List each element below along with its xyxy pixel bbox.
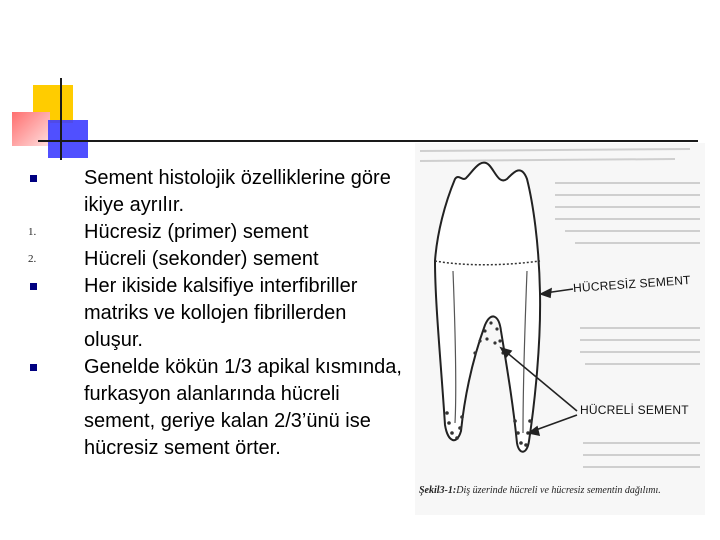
list-item — [28, 165, 408, 219]
list-item-text: Hücresiz (primer) sement — [84, 221, 309, 243]
acellular-cementum-label: HÜCRESİZ SEMENT — [572, 272, 692, 296]
list-item-text: Sement histolojik özelliklerine göre ikiye ayrılır. — [84, 167, 391, 216]
caption-text: Diş üzerinde hücreli ve hücresiz sementin dağılımı. — [456, 485, 661, 496]
caption-prefix: Şekil3-1: — [419, 485, 457, 496]
list-item — [28, 354, 408, 462]
decor-vertical-line — [60, 78, 62, 160]
tooth-diagram — [415, 143, 705, 515]
list-item — [28, 246, 408, 273]
figure-caption — [419, 485, 661, 496]
list-item-text: Hücreli (sekonder) sement — [84, 248, 319, 270]
list-number: 2. — [28, 253, 37, 265]
cellular-cementum-label: HÜCRELİ SEMENT — [580, 403, 689, 417]
square-bullet-icon — [28, 273, 48, 290]
list-item — [28, 273, 408, 354]
list-item-text: Her ikiside kalsifiye interfibriller matriks ve kollojen fibrillerden oluşur. — [84, 275, 358, 351]
tooth-cementum-figure — [415, 143, 705, 515]
bullet-list — [28, 165, 408, 462]
list-number: 1. — [28, 226, 37, 238]
square-bullet-icon — [28, 354, 48, 371]
tooth-outline — [435, 163, 540, 452]
decor-blue-square — [48, 120, 88, 158]
title-divider-line — [38, 140, 698, 142]
list-item-text: Genelde kökün 1/3 apikal kısmında, furkasyon alanlarında hücreli sement, geriye kalan 2/3’ünü ise hücresiz sement örter. — [84, 356, 402, 459]
square-bullet-icon — [28, 165, 48, 182]
list-item — [28, 219, 408, 246]
